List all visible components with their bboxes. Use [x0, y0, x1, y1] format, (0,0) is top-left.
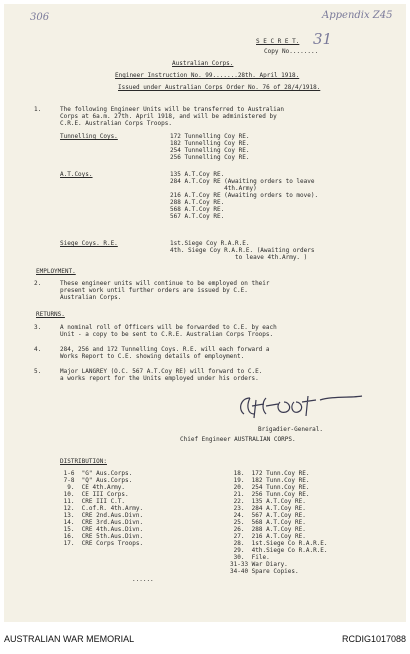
siege-heading: Siege Coys. R.E.: [60, 240, 118, 247]
signatory-title: Chief Engineer AUSTRALIAN CORPS.: [180, 436, 296, 443]
para-3-number: 3.: [34, 324, 42, 331]
archive-name: AUSTRALIAN WAR MEMORIAL: [4, 634, 135, 644]
distribution-left: 1-6 "G" Aus.Corps. 7-8 "Q" Aus.Corps. 9. CE 4th.Army. 10. CE III Corps. 11. CRE III C.T. 12. C.of.R. 4th.Army. 13. CRE 2nd.Aus.Divn. 14. CRE 3rd.Aus.Divn. 15. CRE 4th.Aus.Divn. 16. CRE 5th.Aus.Divn. 17. CRE Corps Troops.: [63, 470, 144, 547]
para-3-text: A nominal roll of Officers will be forwarded to C.E. by each Unit - a copy to be sent to C.R.E. Australian Corps Troops.: [60, 324, 277, 338]
at-coys-heading: A.T.Coys.: [60, 171, 93, 178]
distribution-right: 18. 172 Tunn.Coy RE. 19. 182 Tunn.Coy RE. 20. 254 Tunn.Coy RE. 21. 256 Tunn.Coy RE. 22. 135 A.T.Coy RE. 23. 284 A.T.Coy RE. 24. 567 A.T.Coy RE. 25. 568 A.T.Coy RE. 26. 288 A.T.Coy RE. 27. 216 A.T.Coy RE. 28. 1st.Siege Co R.A.R.E. 29. 4th.Siege Co R.A.R.E. 30. File. 31-33 War Diary. 34-40 Spare Copies.: [230, 470, 328, 575]
para-1-number: 1.: [34, 106, 42, 113]
distribution-heading: DISTRIBUTION:: [60, 458, 107, 465]
para-4-text: 284, 256 and 172 Tunnelling Coys. R.E. will each forward a Works Report to C.E. showing details of employment.: [60, 346, 270, 360]
para-5-text: Major LANGREY (O.C. 567 A.T.Coy RE) will forward to C.E. a works report for the Units employed under his orders.: [60, 368, 263, 382]
copy-number-note: 31: [313, 30, 333, 48]
issued-under: Issued under Australian Corps Order No. 76 of 28/4/1918.: [118, 84, 321, 91]
appendix-note: Appendix Z45: [322, 10, 393, 21]
classification: S E C R E T.: [256, 38, 300, 45]
copy-no: Copy No........: [264, 48, 319, 55]
para-5-number: 5.: [34, 368, 42, 375]
instruction-title: Engineer Instruction No. 99.......28th. April 1918.: [115, 72, 300, 79]
archive-reference: RCDIG1017088: [341, 634, 406, 644]
signatory-rank: Brigadier-General.: [258, 426, 324, 433]
para-1-text: The following Engineer Units will be transferred to Australian Corps at 6a.m. 27th. April 1918, and will be administered by C.R.E. Australian Corps Troops.: [60, 106, 284, 127]
page-number-note: 306: [30, 12, 50, 23]
tunnelling-list: 172 Tunnelling Coy RE. 182 Tunnelling Coy RE. 254 Tunnelling Coy RE. 256 Tunnelling Coy RE.: [170, 133, 250, 161]
employment-heading: EMPLOYMENT.: [36, 268, 76, 275]
distribution-ellipsis: ......: [132, 576, 154, 583]
corps-title: Australian Corps.: [172, 60, 234, 67]
at-coys-list: 135 A.T.Coy RE. 284 A.T.Coy RE (Awaiting orders to leave 4th.Army) 216 A.T.Coy RE (Awaiting orders to move). 288 A.T.Coy RE. 568 A.T.Coy RE. 567 A.T.Coy RE.: [170, 171, 319, 220]
para-4-number: 4.: [34, 346, 42, 353]
signature: [236, 392, 366, 422]
returns-heading: RETURNS.: [36, 311, 65, 318]
tunnelling-heading: Tunnelling Coys.: [60, 133, 118, 140]
archive-footer: [0, 624, 410, 654]
para-2-number: 2.: [34, 280, 42, 287]
para-2-text: These engineer units will continue to be employed on their present work until further orders are issued by C.E. Australian Corps.: [60, 280, 270, 301]
siege-list: 1st.Siege Coy R.A.R.E. 4th. Siege Coy R.A.R.E. (Awaiting orders to leave 4th.Army. ): [170, 240, 315, 261]
